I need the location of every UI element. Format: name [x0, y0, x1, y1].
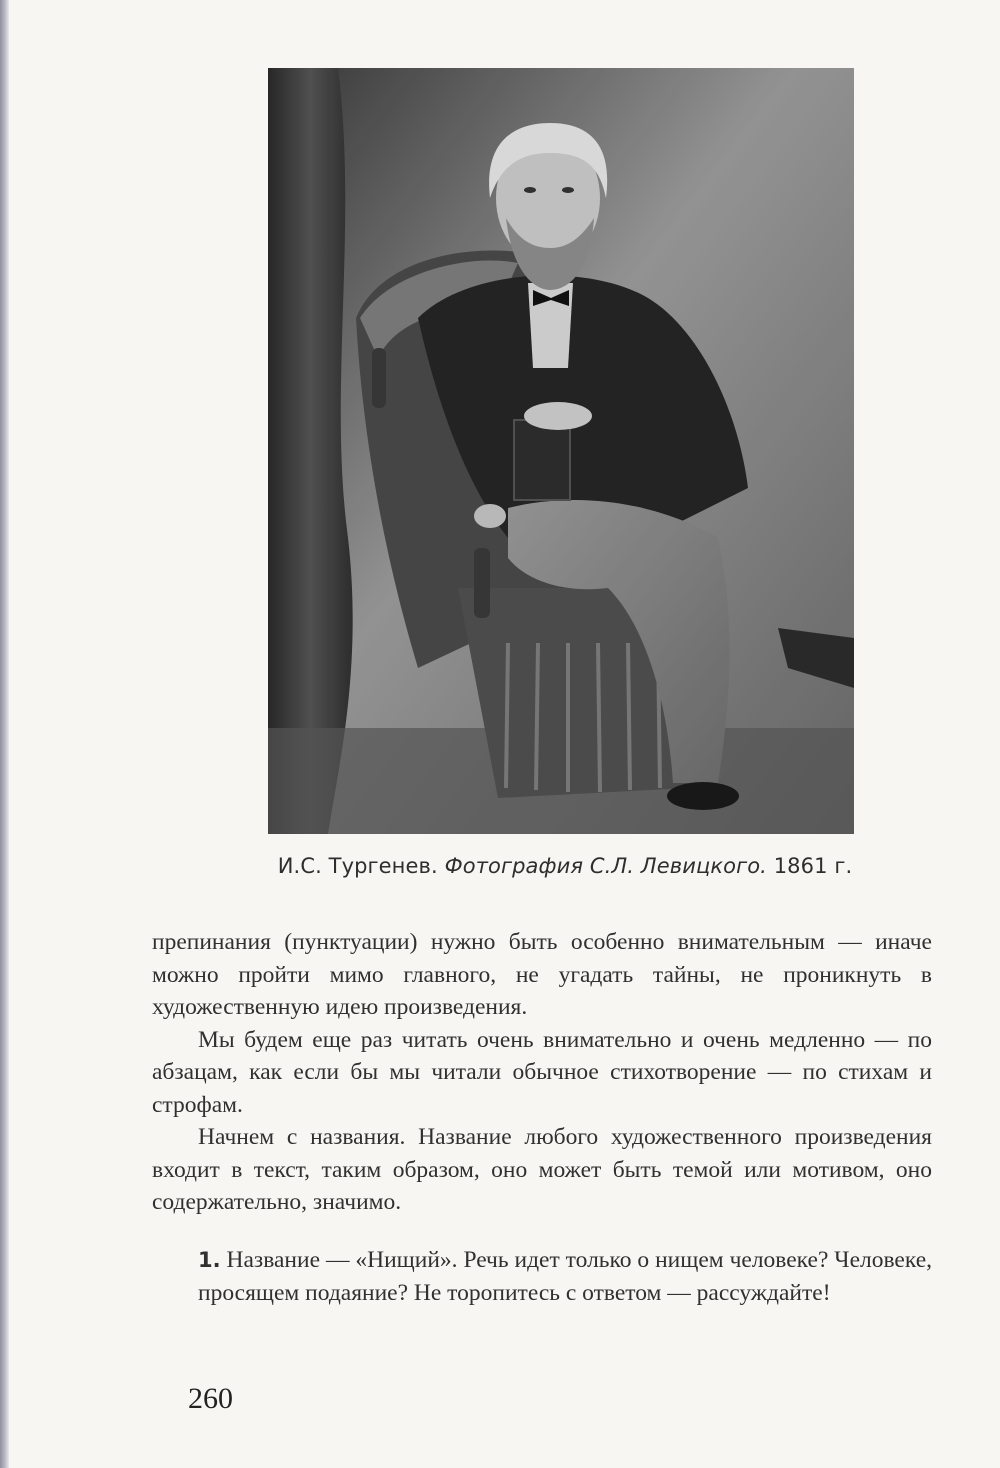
caption-year: 1861 г.: [773, 854, 853, 878]
caption-work: Фотография С.Л. Левицкого.: [444, 854, 767, 878]
page-edge: [0, 0, 9, 1468]
body-paragraph: Начнем с названия. Название любого художественного произведения входит в текст, таким образом, оно может быть темой или мотивом, оно содержательно, значимо.: [152, 1124, 932, 1215]
question-block: [198, 1244, 932, 1309]
caption-name: И.С. Тургенев.: [277, 854, 438, 878]
question-number: 1.: [198, 1248, 221, 1272]
portrait-photo: [268, 68, 854, 834]
question-text: Название — «Нищий». Речь идет только о нищем человеке? Человеке, просящем подаяние? Не торопитесь с ответом — рассуждайте!: [198, 1247, 933, 1306]
portrait-illustration: [268, 68, 854, 834]
photo-caption: [150, 854, 980, 878]
body-paragraph: препинания (пунктуации) нужно быть особенно внимательным — иначе можно пройти мимо главного, не угадать тайны, не проникнуть в художественную идею произведения.: [152, 929, 932, 1020]
page-number: 260: [188, 1382, 233, 1415]
body-paragraph: Мы будем еще раз читать очень внимательно и очень медленно — по абзацам, как если бы мы читали обычное стихотворение — по стихам и строфам.: [152, 1026, 932, 1118]
body-text: [152, 926, 932, 1219]
